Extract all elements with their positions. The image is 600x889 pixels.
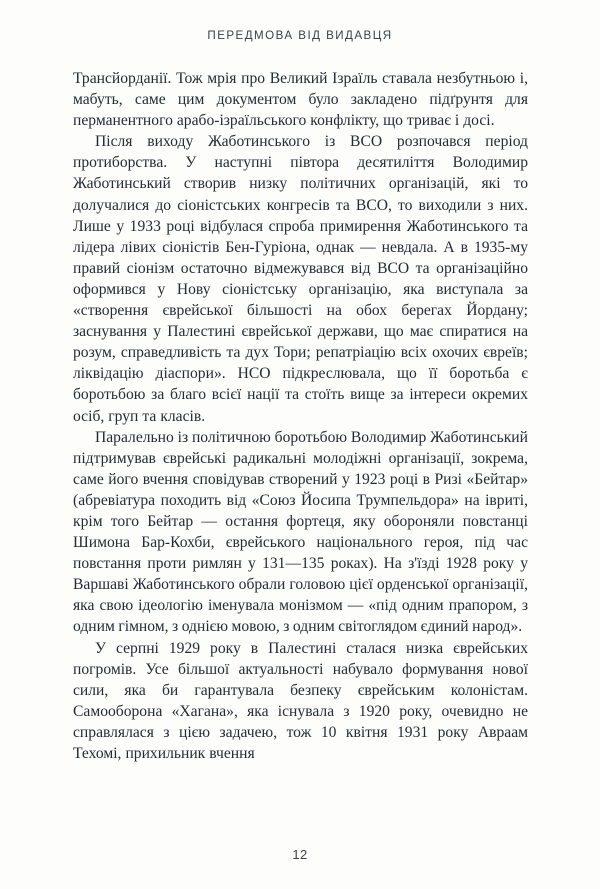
paragraph: Трансйорданії. Тож мрія про Великий Ізраїль ставала незбутньою і, мабуть, саме цим документом було закладено підґрунтя для перманентного арабо-ізраїльського конфлікту, що триває і досі.	[73, 70, 528, 130]
paragraph: У серпні 1929 року в Палестині сталася низка єврейських погромів. Усе більшої актуальності набувало формування нової сили, яка би гарантувала безпеку єврейським колоністам. Самооборона «Хагана», яка існувала з 1920 року, очевидно не справлялася з цією задачею, тож 10 квітня 1931 року Авраам Техомі, прихильник вчення	[73, 639, 528, 762]
paragraph: Паралельно із політичною боротьбою Володимир Жаботинський підтримував єврейські радикальні молодіжні організації, зокрема, саме його вчення сповідував створений у 1923 році в Ризі «Бейтар» (абревіатура походить від «Союз Йосипа Трумпельдора» на івриті, крім того Бейтар — остання фортеця, яку обороняли повстанці Шимона Бар-Кохби, єврейського національного героя, під час повстання проти римлян у 131—135 роках). На з'їзді 1928 року у Варшаві Жаботинського обрали головою цієї орденської організації, яка свою ідеологію іменувала монізмом — «під одним прапором, з одним гімном, з однією мовою, з одним світоглядом єдиний народ».	[73, 428, 528, 636]
paragraph: Після виходу Жаботинського із ВСО розпочався період протиборства. У наступні півтора десятиліття Володимир Жаботинський створив низку політичних організацій, які то долучалися до сіоністських конгресів та ВСО, то виходили з них. Лише у 1933 році відбулася спроба примирення Жаботинського та лідера лівих сіоністів Бен-Гуріона, однак — невдала. А в 1935-му правий сіонізм остаточно відмежувався від ВСО та організаційно оформився у Нову сіоністську організацію, яка виступала за «створення єврейської більшості на обох берегах Йордану; заснування у Палестині єврейської держави, що має спиратися на розум, справедливість та дух Тори; репатріацію всіх охочих євреїв; ліквідацію діаспори». НСО підкреслювала, що її боротьба є боротьбою за благо всієї нації та стоїть вище за інтереси окремих осіб, груп та класів.	[73, 133, 528, 425]
running-head: ПЕРЕДМОВА ВІД ВИДАВЦЯ	[207, 29, 393, 42]
body-text-block	[73, 68, 528, 764]
page-number: 12	[292, 847, 308, 862]
